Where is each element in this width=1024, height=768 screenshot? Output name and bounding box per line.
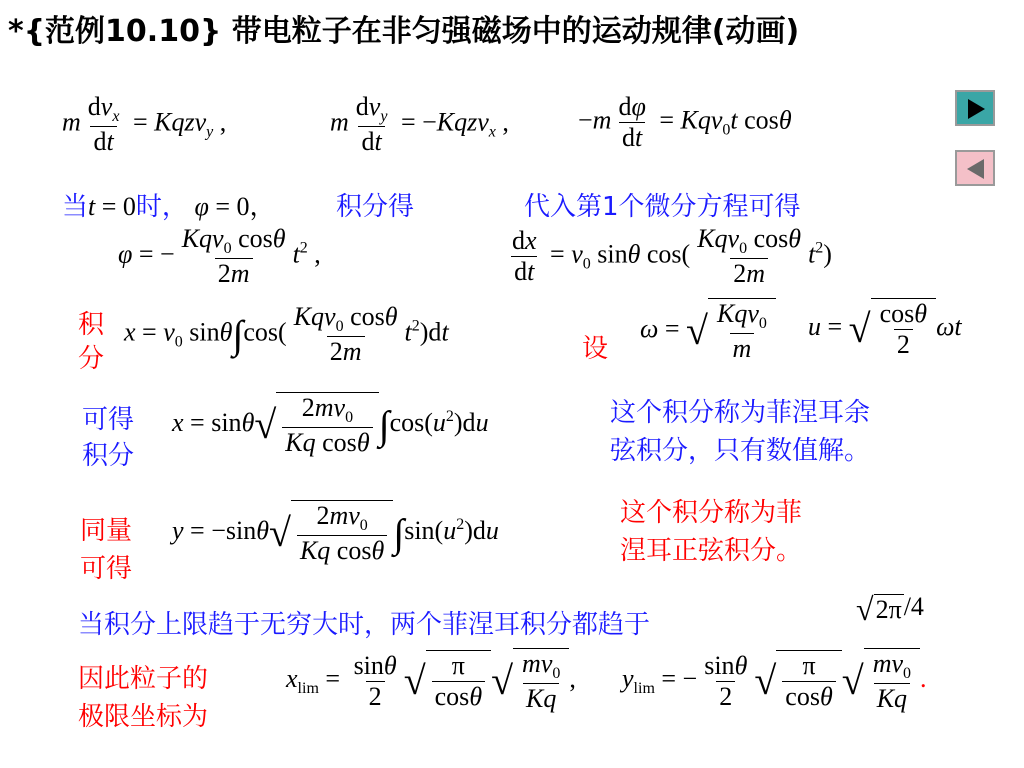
slide-title: *{范例10.10} 带电粒子在非匀强磁场中的运动规律(动画) bbox=[8, 14, 800, 49]
equation-u: u = √ $\frac{\cos\theta}{2}$ ωt bbox=[808, 299, 962, 359]
equation-dvx: m $\frac{dv_x}{dt}$ = Kqzv$_y$ , bbox=[62, 92, 227, 156]
equation-x-integral: $x = v_0$ sinθ∫cos( $\frac{Kqv_0 \cos\theta}{2m}$ $t^2)dt$ bbox=[124, 302, 449, 366]
equation-x-lim: $x_{lim}$ = $\frac{\sin\theta}{2}$ √ $\frac{\pi}{\cos\theta}$ √ $\frac{mv_0}{Kq}$ , bbox=[286, 649, 576, 713]
equation-y-lim: $y_{lim}$ = − $\frac{\sin\theta}{2}$ √ $\frac{\pi}{\cos\theta}$ √ $\frac{mv_0}{Kq}$ . bbox=[622, 649, 927, 713]
equation-dxdt: $\frac{dx}{dt}$ = $v_0$ sinθ cos( $\frac{Kqv_0 \cos\theta}{2m}$ $t^2$) bbox=[512, 224, 832, 288]
substitute-label: 代入第1个微分方程可得 bbox=[524, 192, 801, 222]
play-right-icon bbox=[968, 99, 985, 119]
can-get-integral-label: 可得 积分 bbox=[82, 405, 135, 471]
set-label: 设 bbox=[582, 334, 609, 364]
limit-sentence: 当积分上限趋于无穷大时，两个菲涅耳积分都趋于 bbox=[78, 610, 651, 640]
limit-coords-label: 因此粒子的 极限坐标为 bbox=[78, 664, 209, 732]
next-slide-button[interactable] bbox=[955, 90, 995, 126]
equation-dvy: m $\frac{dv_y}{dt}$ = −Kqzv$_x$ , bbox=[330, 92, 509, 156]
integral-label: 积 分 bbox=[78, 310, 105, 374]
play-left-icon bbox=[967, 159, 984, 179]
initial-condition: 当t = 0时， φ = 0， bbox=[62, 192, 276, 222]
fresnel-sine-note: 这个积分称为菲 涅耳正弦积分。 bbox=[620, 498, 803, 566]
equation-y-fresnel: y = −sinθ √ $\frac{2mv_0}{\text{Kq cosθ}}$ $\int\sin(u^2)du$ bbox=[172, 501, 499, 565]
integrate-label: 积分得 bbox=[336, 192, 415, 222]
equation-dphi: −m $\frac{d\varphi}{dt}$ = Kqv$_0$t cosθ bbox=[578, 92, 792, 152]
previous-slide-button[interactable] bbox=[955, 150, 995, 186]
limit-value: √ 2π /4 bbox=[856, 591, 924, 628]
fresnel-cosine-note: 这个积分称为菲涅耳余 弦积分，只有数值解。 bbox=[610, 398, 871, 466]
equation-x-fresnel: x = sinθ √ $\frac{2mv_0}{\text{Kq cosθ}}$ $\int\cos(u^2)du$ bbox=[172, 393, 489, 457]
equation-omega: ω = √ $\frac{Kqv_0}{m}$ bbox=[640, 298, 776, 364]
equation-phi: φ = − $\frac{Kqv_0 \cos\theta}{2m}$ $t^2$ , bbox=[118, 224, 321, 288]
similarly-label: 同量 可得 bbox=[80, 516, 133, 584]
